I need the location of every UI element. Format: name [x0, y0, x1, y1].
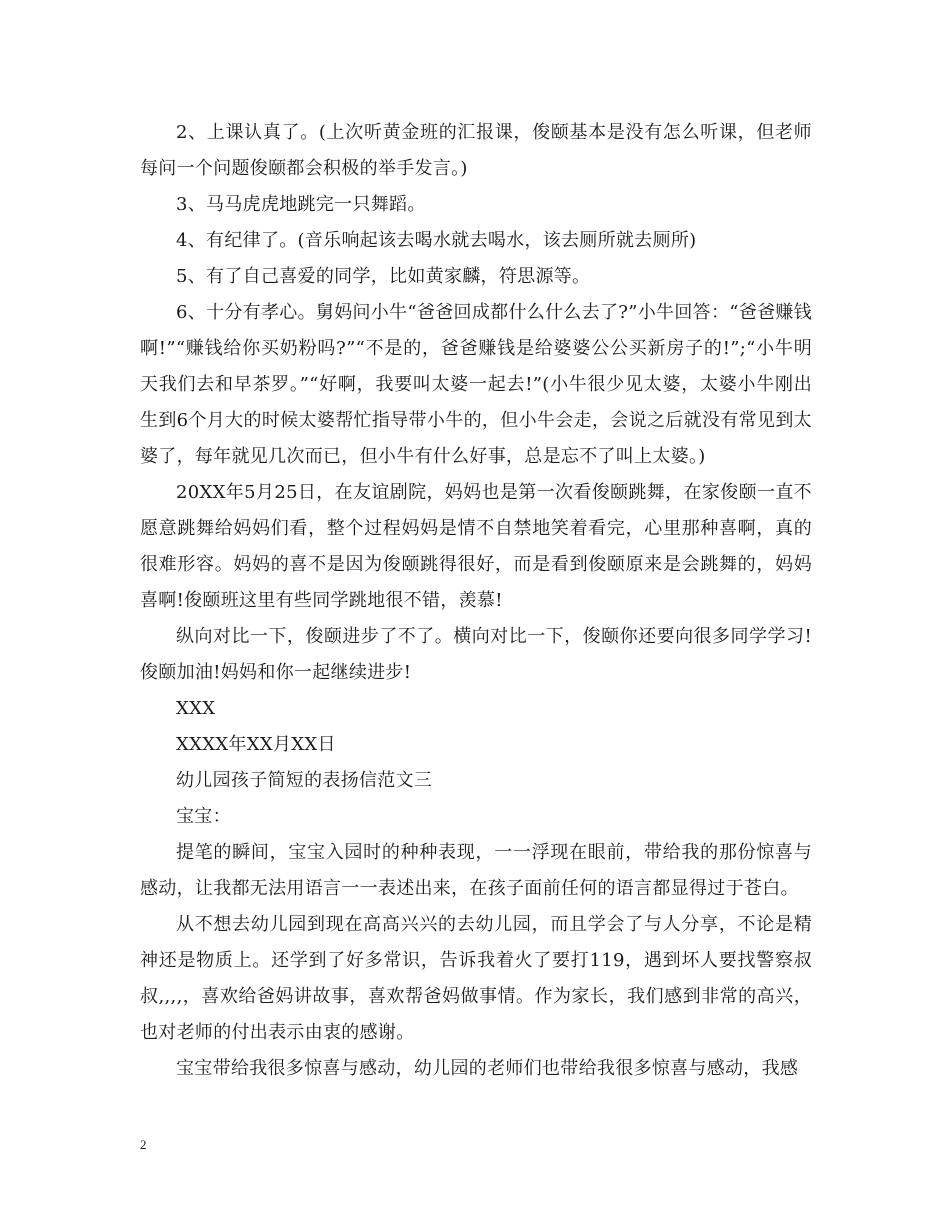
signature-name: XXX	[176, 698, 216, 719]
signature-date: XXXX年XX月XX日	[176, 734, 336, 755]
paragraph-item-3: 3、马马虎虎地跳完一只舞蹈。	[176, 194, 426, 215]
paragraph-item-2: 2、上课认真了。(上次听黄金班的汇报课，俊颐基本是没有怎么听课，但老师每问一个问题俊颐都会积极的举手发言。)	[140, 122, 812, 179]
paragraph-item-6: 6、十分有孝心。舅妈问小牛“爸爸回成都什么什么去了?”小牛回答：“爸爸赚钱啊!”“赚钱给你买奶粉吗?”“不是的，爸爸赚钱是给婆婆公公买新房子的!”;“小牛明天我们去和早茶罗。”“好啊，我要叫太婆一起去!”(小牛很少见太婆，太婆小牛刚出生到6个月大的时候太婆帮忙指导带小牛的，但小牛会走，会说之后就没有常见到太婆了，每年就见几次而已，但小牛有什么好事，总是忘不了叫上太婆。)	[140, 302, 812, 467]
paragraph-first-impression: 提笔的瞬间，宝宝入园时的种种表现，一一浮现在眼前，带给我的那份惊喜与感动，让我都无法用语言一一表述出来，在孩子面前任何的语言都显得过于苍白。	[140, 842, 812, 899]
paragraph-item-5: 5、有了自己喜爱的同学，比如黄家麟，符思源等。	[176, 266, 591, 287]
paragraph-dance-performance: 20XX年5月25日，在友谊剧院，妈妈也是第一次看俊颐跳舞，在家俊颐一直不愿意跳舞给妈妈们看，整个过程妈妈是情不自禁地笑着看完，心里那种喜啊，真的很难形容。妈妈的喜不是因为俊颐跳得很好，而是看到俊颐原来是会跳舞的，妈妈喜啊!俊颐班这里有些同学跳地很不错，羡慕!	[140, 482, 812, 611]
letter-salutation: 宝宝：	[176, 806, 231, 827]
page-number: 2	[140, 1137, 147, 1152]
section-title: 幼儿园孩子简短的表扬信范文三	[176, 770, 433, 791]
paragraph-gratitude: 宝宝带给我很多惊喜与感动，幼儿园的老师们也带给我很多惊喜与感动，我感	[176, 1058, 799, 1079]
paragraph-item-4: 4、有纪律了。(音乐响起该去喝水就去喝水，该去厕所就去厕所)	[176, 230, 697, 251]
paragraph-progress: 从不想去幼儿园到现在高高兴兴的去幼儿园，而且学会了与人分享，不论是精神还是物质上。还学到了好多常识，告诉我着火了要打119，遇到坏人要找警察叔叔,,,,，喜欢给爸妈讲故事，喜欢帮爸妈做事情。作为家长，我们感到非常的高兴，也对老师的付出表示由衷的感谢。	[140, 914, 812, 1043]
document-body	[140, 115, 812, 1087]
paragraph-comparison: 纵向对比一下，俊颐进步了不了。横向对比一下，俊颐你还要向很多同学学习!俊颐加油!妈妈和你一起继续进步!	[140, 626, 812, 683]
